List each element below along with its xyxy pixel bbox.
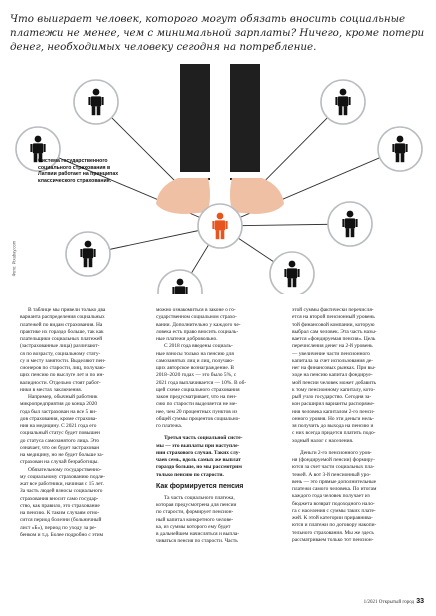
text-line: года был застрахован на все 5 ви- [20, 408, 97, 415]
text-line: ется на второй пенсионный уровень [292, 314, 375, 321]
person-head [177, 279, 184, 286]
text-line: можно ознакомиться в законе о го- [156, 307, 236, 313]
person-head [85, 241, 92, 248]
person-node [74, 80, 118, 124]
text-line: ния на медицину. С 2021 года его [20, 423, 97, 429]
person-node [270, 252, 314, 294]
text-line: сударственном социальном страхо- [156, 314, 237, 321]
text-line: ство, как правило, это страхование [20, 502, 100, 509]
text-line: зя получить до выхода на пенсию и [292, 423, 374, 429]
text-line: нее, чем 20 процентных пунктов из [156, 408, 238, 415]
text-line: вании. Дополнительно у каждого че- [156, 321, 241, 328]
person-leg [288, 278, 292, 287]
text-line: на пенсию. К таким случаям отно- [20, 510, 100, 516]
person-arm [226, 221, 228, 229]
person-arm [186, 287, 188, 294]
person-leg [84, 258, 88, 267]
text-line: кон расширил варианты распоряже- [292, 401, 375, 408]
text-line: ходный налог с населения. [292, 437, 354, 444]
hands-graphic [156, 64, 284, 214]
person-leg [396, 153, 400, 162]
text-line: по старости, формирует пенсион- [156, 509, 234, 516]
person-arm [212, 221, 214, 229]
text-line: платежей по видам страхования. На [20, 321, 103, 328]
person-torso [83, 248, 93, 258]
person-arm [349, 97, 351, 105]
person-leg [97, 106, 101, 115]
right-sleeve [230, 64, 260, 180]
text-line: вается «фондируемая пенсия». Цель [292, 336, 376, 342]
page-footer [364, 598, 424, 605]
person-arm [406, 144, 408, 152]
text-line: щих авторское вознаграждение. В [156, 365, 235, 371]
text-line: ный капитал конкретного челове- [156, 516, 234, 523]
text-line: 2021 года выплачивается — 10%. В об- [156, 379, 247, 386]
text-line: нии страхового случая. Таких слу- [156, 449, 241, 456]
person-torso [395, 143, 405, 153]
text-line: ные платежи добровольно. [156, 336, 218, 342]
person-leg [221, 230, 225, 239]
text-line: су и месту занятости. Выделяют пен- [20, 357, 106, 364]
lead-line: Что выиграет человек, которого могут обязать вносить социальные [10, 13, 406, 25]
text-line: страхован на случай безработицы. [20, 459, 99, 466]
person-leg [351, 228, 355, 237]
text-line: в дальнейшем начисляться и выпла- [156, 531, 240, 537]
person-nodes [16, 80, 422, 294]
text-line: означает, что он будет застрахован [20, 444, 100, 451]
right-cuff [230, 172, 260, 178]
text-line: с них всегда придется платить подо- [292, 430, 376, 437]
text-line: закон предусматривает, что на пен- [156, 394, 237, 400]
person-arm [392, 144, 394, 152]
person-leg [401, 153, 405, 162]
person-node [378, 127, 422, 171]
article-column-3 [292, 307, 408, 544]
text-line: перечисления денег на 2-й уровень [292, 343, 373, 350]
text-line: чиваться пенсия по старости. Часть [156, 538, 238, 545]
text-line: тельного страхования. Мы же здесь [292, 529, 374, 536]
text-line: С 2018 года введены социаль- [164, 343, 233, 350]
right-hand [230, 178, 284, 214]
person-arm [298, 269, 300, 277]
text-line: валидности. Отдельно стоят работ- [20, 379, 101, 386]
person-arm [356, 219, 358, 227]
text-line: чаев семь, вдоль самых же выплат [156, 457, 241, 463]
text-line: социальный статус будет повышен [20, 430, 100, 437]
lead-line: платежи не менее, чем с минимальной зарплаты? Ничего, кроме потери [10, 27, 425, 39]
person-torso [287, 268, 297, 278]
person-arm [88, 97, 90, 105]
text-line: Третья часть социальной систе- [164, 435, 243, 442]
text-line: сится период болезни (больничный [20, 517, 102, 524]
person-arm [172, 287, 174, 294]
person-torso [33, 143, 43, 153]
text-line: (застрахованные лица) различают- [20, 343, 100, 350]
person-arm [44, 144, 46, 152]
person-arm [102, 97, 104, 105]
person-head [93, 89, 100, 96]
section-subheading: Как формируется пенсия [156, 482, 244, 490]
person-leg [89, 258, 93, 267]
text-line: мой пенсии человек может добавить [292, 379, 376, 386]
text-line: онного уровня. Но эти деньги нель- [292, 415, 374, 422]
person-node [158, 270, 202, 294]
text-line: тежей. А вот 3-й пенсионный уро- [292, 471, 371, 478]
article-column-1 [20, 307, 136, 539]
text-line: до статуса самозанятого лица. Это [20, 437, 100, 444]
person-arm [94, 249, 96, 257]
person-leg [34, 153, 38, 162]
text-line: вень — это прямые дополнительные [292, 478, 377, 485]
text-line: варианта распределения социальных [20, 314, 105, 321]
lead-line: денег, необходимых человеку сегодня на потребление. [10, 41, 317, 53]
text-line: общей суммы процентов социально- [156, 415, 241, 422]
text-line: к тому пенсионному капиталу, кото- [292, 386, 376, 393]
text-line: на медицину, но не будет больше за- [20, 452, 104, 458]
person-leg [346, 228, 350, 237]
person-torso [345, 218, 355, 228]
text-line: бюджета возврат подоходного нало- [292, 500, 375, 507]
person-leg [344, 106, 348, 115]
text-line: ловека есть право вносить социаль- [156, 328, 239, 335]
text-line: ка, из суммы которого ему будет [156, 523, 231, 530]
text-line: выбрал сам человек. Эта часть назы- [292, 328, 377, 335]
text-line: го платежа. [156, 423, 183, 429]
text-line: ния человека капиталом 2-го пенси- [292, 408, 375, 415]
text-line: Например, обычный работник [28, 394, 98, 400]
text-line: Деньги 2-го пенсионного уров- [300, 449, 372, 456]
text-line: За часть людей взносы социального [20, 488, 103, 495]
text-line: рассматриваем только тот пенсион- [292, 536, 374, 543]
text-line: только пенсию по старости. [156, 471, 224, 478]
person-arm [342, 219, 344, 227]
figure-caption: Система государственного социального страхования в Латвии работает на принципах классического страхования. [38, 158, 119, 184]
person-head [217, 213, 224, 220]
text-line: В таблице мы привели только два [28, 307, 106, 313]
text-line: платежи самого человека. По итогам [292, 486, 377, 492]
text-line: жей. К этой категории приравнива- [292, 515, 373, 521]
text-line: страхования вносит само государ- [20, 495, 99, 502]
page-number: 33 [416, 598, 424, 605]
text-line: ные взносы только на пенсию для [156, 350, 234, 357]
person-torso [215, 220, 225, 230]
text-line: мы — это выплаты при наступле- [156, 442, 240, 449]
text-line: жат все работники, начиная с 15 лет. [20, 481, 104, 487]
orange-person-node [198, 204, 242, 248]
text-line: этой суммы фактически перечисля- [292, 307, 374, 313]
text-line: лист «Б»), период по уходу за ре- [20, 524, 97, 531]
text-line: га с населения с суммы таких плате- [292, 507, 376, 514]
text-line: микропредприятия до конца 2020 [20, 401, 98, 408]
text-line: каждого года человек получает из [292, 493, 370, 500]
text-line: капитала за счет использования де- [292, 357, 374, 364]
text-line: — увеличение части пенсионного [292, 350, 370, 357]
person-arm [335, 97, 337, 105]
person-arm [80, 249, 82, 257]
text-line: ники в местах заключения. [20, 386, 83, 393]
text-line: плательщики социальных платежей [20, 336, 103, 342]
text-line: ходе на пенсию капитал фондируе- [292, 372, 373, 379]
text-line: бенком и т.д. Более подробно с этим [20, 531, 104, 538]
person-head [340, 89, 347, 96]
text-line: гораздо больше, но мы рассмотрим [156, 464, 242, 471]
text-line: 2018–2020 годах — это было 5%, с [156, 372, 237, 379]
text-line: ются за счет части социальных пла- [292, 464, 375, 471]
person-torso [175, 286, 185, 294]
text-line: ются и платежи по договору накопи- [292, 522, 377, 529]
text-line: нег на финансовых рынках. При вы- [292, 365, 376, 371]
lead-paragraph [10, 12, 428, 54]
person-node [321, 80, 365, 124]
text-line: сию по старости выделяется не ме- [156, 401, 238, 408]
footer-issue: 1/2021 Открытый город [363, 600, 415, 605]
person-node [66, 232, 110, 276]
person-arm [284, 269, 286, 277]
person-leg [339, 106, 343, 115]
photo-credit: Фото: Pixabay.com [11, 240, 17, 277]
text-line: му социальному страхованию подле- [20, 473, 105, 480]
text-line: ня (фондируемой пенсии) формиру- [292, 457, 375, 463]
text-line: дов страхования, кроме страхова- [20, 415, 98, 422]
person-node [328, 202, 372, 246]
text-line: ся по возрасту, социальному стату- [20, 350, 101, 357]
person-leg [92, 106, 96, 115]
text-line: самозанятых лиц и лиц, получаю- [156, 357, 234, 364]
person-head [35, 136, 42, 143]
text-line: Та часть социального платежа, [164, 494, 235, 501]
person-torso [338, 96, 348, 106]
text-line: которая предусмотрена для пенсии [156, 502, 237, 508]
article-column-2 [156, 307, 272, 546]
text-line: рый учло государство. Сегодня за- [292, 394, 372, 400]
text-line: щей схеме социального страхования [156, 386, 240, 393]
person-leg [293, 278, 297, 287]
text-line: Обязательному государственно- [28, 466, 102, 473]
person-arm [30, 144, 32, 152]
person-head [289, 261, 296, 268]
text-line: сионеров по старости, лиц, получаю- [20, 365, 106, 371]
text-line: той финансовой компании, которую [292, 321, 375, 328]
text-line: практике их гораздо больше, так как [20, 328, 104, 335]
person-head [347, 211, 354, 218]
person-head [397, 136, 404, 143]
person-leg [216, 230, 220, 239]
person-torso [91, 96, 101, 106]
text-line: щих пенсию по выслуге лет и по ин- [20, 372, 105, 379]
